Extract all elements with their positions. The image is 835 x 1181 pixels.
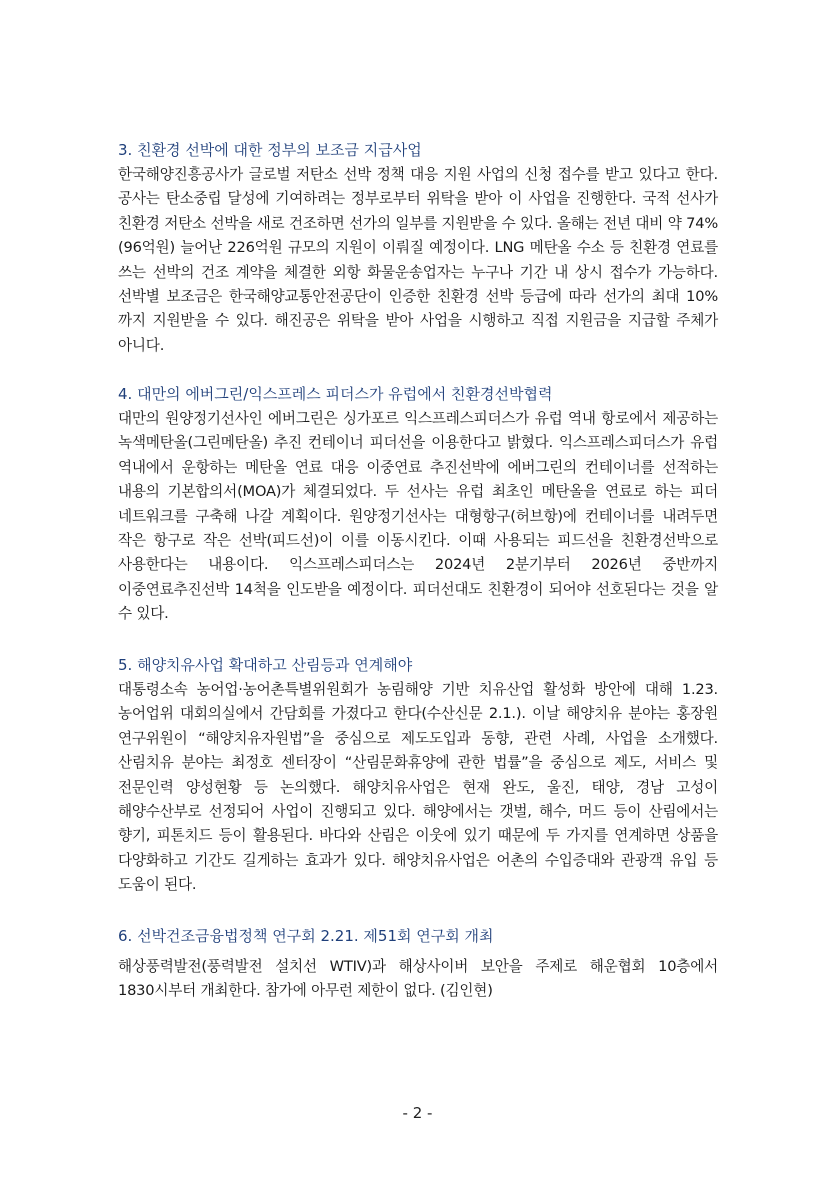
section-5	[118, 655, 718, 898]
section-paragraph: 한국해양진흥공사가 글로벌 저탄소 선박 정책 대응 지원 사업의 신청 접수를 받고 있다고 한다. 공사는 탄소중립 달성에 기여하려는 정부로부터 위탁을 받아 이 사업을 진행한다. 국적 선사가 친환경 저탄소 선박을 새로 건조하면 선가의 일부를 지원받을 수 있다. 올해는 전년 대비 약 74%(96억원) 늘어난 226억원 규모의 지원이 이뤄질 예정이다. LNG 메탄올 수소 등 친환경 연료를 쓰는 선박의 건조 계약을 체결한 외항 화물운송업자는 누구나 기간 내 상시 접수가 가능하다. 선박별 보조금은 한국해양교통안전공단이 인증한 친환경 선박 등급에 따라 선가의 최대 10%까지 지원받을 수 있다. 해진공은 위탁을 받아 사업을 시행하고 직접 지원금을 지급할 주체가 아니다.	[118, 166, 718, 354]
section-paragraph: 대만의 원양정기선사인 에버그린은 싱가포르 익스프레스피더스가 유럽 역내 항로에서 제공하는 녹색메탄올(그린메탄올) 추진 컨테이너 피더선을 이용한다고 밝혔다. 익스프레스피더스가 유럽 역내에서 운항하는 메탄올 연료 대응 이중연료 추진선박에 에버그린의 컨테이너를 선적하는 내용의 기본합의서(MOA)가 체결되었다. 두 선사는 유럽 최초인 메탄올을 연료로 하는 피더 네트워크를 구축해 나갈 계획이다. 원양정기선사는 대형항구(허브항)에 컨테이너를 내려두면 작은 항구로 작은 선박(피드선)이 이를 이동시킨다. 이때 사용되는 피드선을 친환경선박으로 사용한다는 내용이다. 익스프레스피더스는 2024년 2분기부터 2026년 중반까지 이중연료추진선박 14척을 인도받을 예정이다. 피더선대도 친환경이 되어야 선호된다는 것을 알 수 있다.	[118, 410, 718, 623]
page-number: - 2 -	[402, 1104, 433, 1122]
section-paragraph: 해상풍력발전(풍력발전 설치선 WTIV)과 해상사이버 보안을 주제로 해운협회 10층에서 1830시부터 개최한다. 참가에 아무런 제한이 없다. (김인현)	[118, 958, 718, 1000]
section-6	[118, 926, 718, 1004]
section-3	[118, 140, 718, 358]
section-heading: 4. 대만의 에버그린/익스프레스 피더스가 유럽에서 친환경선박협력	[118, 385, 553, 403]
section-heading: 3. 친환경 선박에 대한 정부의 보조금 지급사업	[118, 141, 422, 159]
section-paragraph: 대통령소속 농어업·농어촌특별위원회가 농림해양 기반 치유산업 활성화 방안에 대해 1.23. 농어업위 대회의실에서 간담회를 가졌다고 한다(수산신문 2.1.). 이날 해양치유 분야는 홍장원 연구위원이 “해양치유자원법”을 중심으로 제도도입과 동향, 관련 사례, 사업을 소개했다. 산림치유 분야는 최정호 센터장이 “산림문화휴양에 관한 법률”을 중심으로 제도, 서비스 및 전문인력 양성현황 등 논의했다. 해양치유사업은 현재 완도, 울진, 태양, 경남 고성이 해양수산부로 선정되어 사업이 진행되고 있다. 해양에서는 갯벌, 해수, 머드 등이 산림에서는 향기, 피톤치드 등이 활용된다. 바다와 산림은 이웃에 있기 때문에 두 가지를 연계하면 상품을 다양화하고 기간도 길게하는 효과가 있다. 해양치유사업은 어촌의 수입증대와 관광객 유입 등 도움이 된다.	[118, 681, 718, 894]
section-heading: 6. 선박건조금융법정책 연구회 2.21. 제51회 연구회 개최	[118, 927, 494, 945]
section-4	[118, 384, 718, 627]
section-heading: 5. 해양치유사업 확대하고 산림등과 연계해야	[118, 656, 413, 674]
